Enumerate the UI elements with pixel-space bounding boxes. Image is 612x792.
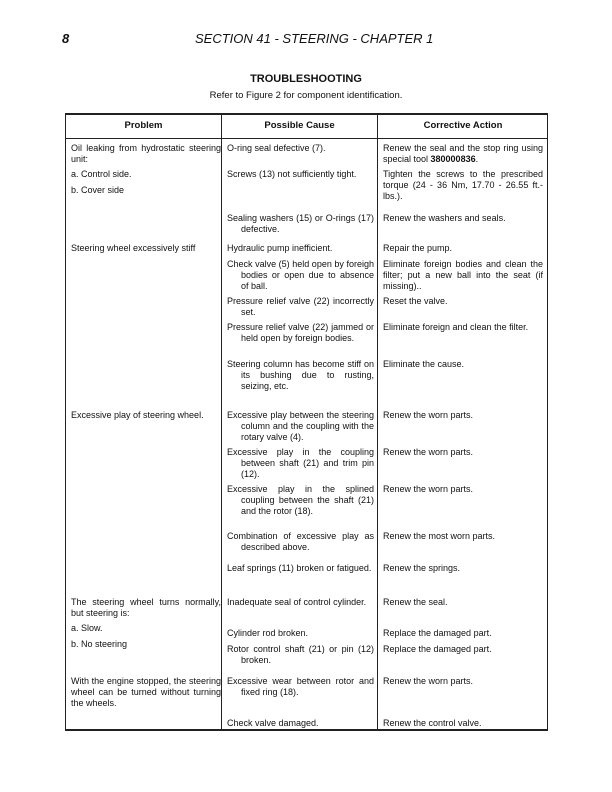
cause-cell: Steering column has become stiff on its bushing due to rusting, seizing, etc. [227,359,374,391]
cause-cell: Rotor control shaft (21) or pin (12) broken. [227,644,374,665]
action-text-end: . [475,154,479,164]
cause-cell: Excessive play between the steering column and the coupling with the rotary valve (4). [227,410,374,442]
action-cell: Renew the control valve. [383,718,482,728]
cause-cell: Excessive wear between rotor and fixed ring (18). [227,676,374,697]
cause-cell: Hydraulic pump inefficient. [227,243,333,253]
action-cell: Reset the valve. [383,296,448,306]
cause-cell: Check valve (5) held open by foreigh bodies or open due to absence of ball. [227,259,374,291]
cause-cell: Combination of excessive play as described above. [227,531,374,552]
column-divider [221,115,222,729]
action-cell [383,143,543,165]
subtitle: Refer to Figure 2 for component identification. [209,90,403,101]
action-cell: Renew the washers and seals. [383,213,506,223]
cause-cell: Excessive play in the splined coupling between the shaft (21) and the rotor (18). [227,484,374,516]
problem-cell: b. No steering [71,639,128,649]
action-cell: Eliminate foreign and clean the filter. [383,322,529,332]
cause-cell: Screws (13) not sufficiently tight. [227,169,357,179]
action-cell: Renew the seal. [383,597,448,607]
problem-cell: With the engine stopped, the steering wheel can be turned without turning the wheels. [71,676,221,708]
section-header: SECTION 41 - STEERING - CHAPTER 1 [195,31,434,46]
cause-cell: Pressure relief valve (22) jammed or held open by foreign bodies. [227,322,374,343]
action-text: Renew the seal and the stop ring using special tool [383,143,543,164]
action-cell: Renew the worn parts. [383,484,474,494]
action-cell: Repair the pump. [383,243,453,253]
action-cell: Renew the worn parts. [383,676,474,686]
cause-cell: Check valve damaged. [227,718,319,728]
page-title: TROUBLESHOOTING [250,73,362,85]
column-header-action: Corrective Action [423,120,503,131]
cause-cell: O-ring seal defective (7). [227,143,326,153]
action-cell: Renew the worn parts. [383,447,474,457]
troubleshooting-table [65,113,548,731]
action-cell: Eliminate foreign bodies and clean the filter; put a new ball into the seat (if missing).. [383,259,543,291]
cause-cell: Sealing washers (15) or O-rings (17) defective. [227,213,374,234]
cause-cell: Cylinder rod broken. [227,628,309,638]
cause-cell: Excessive play in the coupling between shaft (21) and trim pin (12). [227,447,374,479]
action-cell: Replace the damaged part. [383,644,492,654]
problem-cell: Oil leaking from hydrostatic steering unit: [71,143,221,164]
problem-cell: The steering wheel turns normally, but steering is: [71,597,221,618]
action-cell: Renew the worn parts. [383,410,474,420]
problem-cell: Steering wheel excessively stiff [71,243,196,253]
column-header-cause: Possible Cause [264,120,335,131]
cause-cell: Pressure relief valve (22) incorrectly set. [227,296,374,317]
page-number: 8 [62,31,70,46]
column-divider [377,115,378,729]
action-cell: Tighten the screws to the prescribed torque (24 - 36 Nm, 17.70 - 26.55 ft.-lbs.). [383,169,543,201]
cause-cell: Inadequate seal of control cylinder. [227,597,367,607]
action-cell: Renew the most worn parts. [383,531,496,541]
column-header-problem: Problem [124,120,163,131]
tool-number: 380000836 [430,154,476,164]
problem-cell: a. Control side. [71,169,132,179]
action-cell: Eliminate the cause. [383,359,465,369]
cause-cell: Leaf springs (11) broken or fatigued. [227,563,372,573]
problem-cell: Excessive play of steering wheel. [71,410,204,420]
action-cell: Renew the springs. [383,563,461,573]
action-cell: Replace the damaged part. [383,628,492,638]
problem-cell: a. Slow. [71,623,103,633]
problem-cell: b. Cover side [71,185,125,195]
header-divider [66,138,547,139]
